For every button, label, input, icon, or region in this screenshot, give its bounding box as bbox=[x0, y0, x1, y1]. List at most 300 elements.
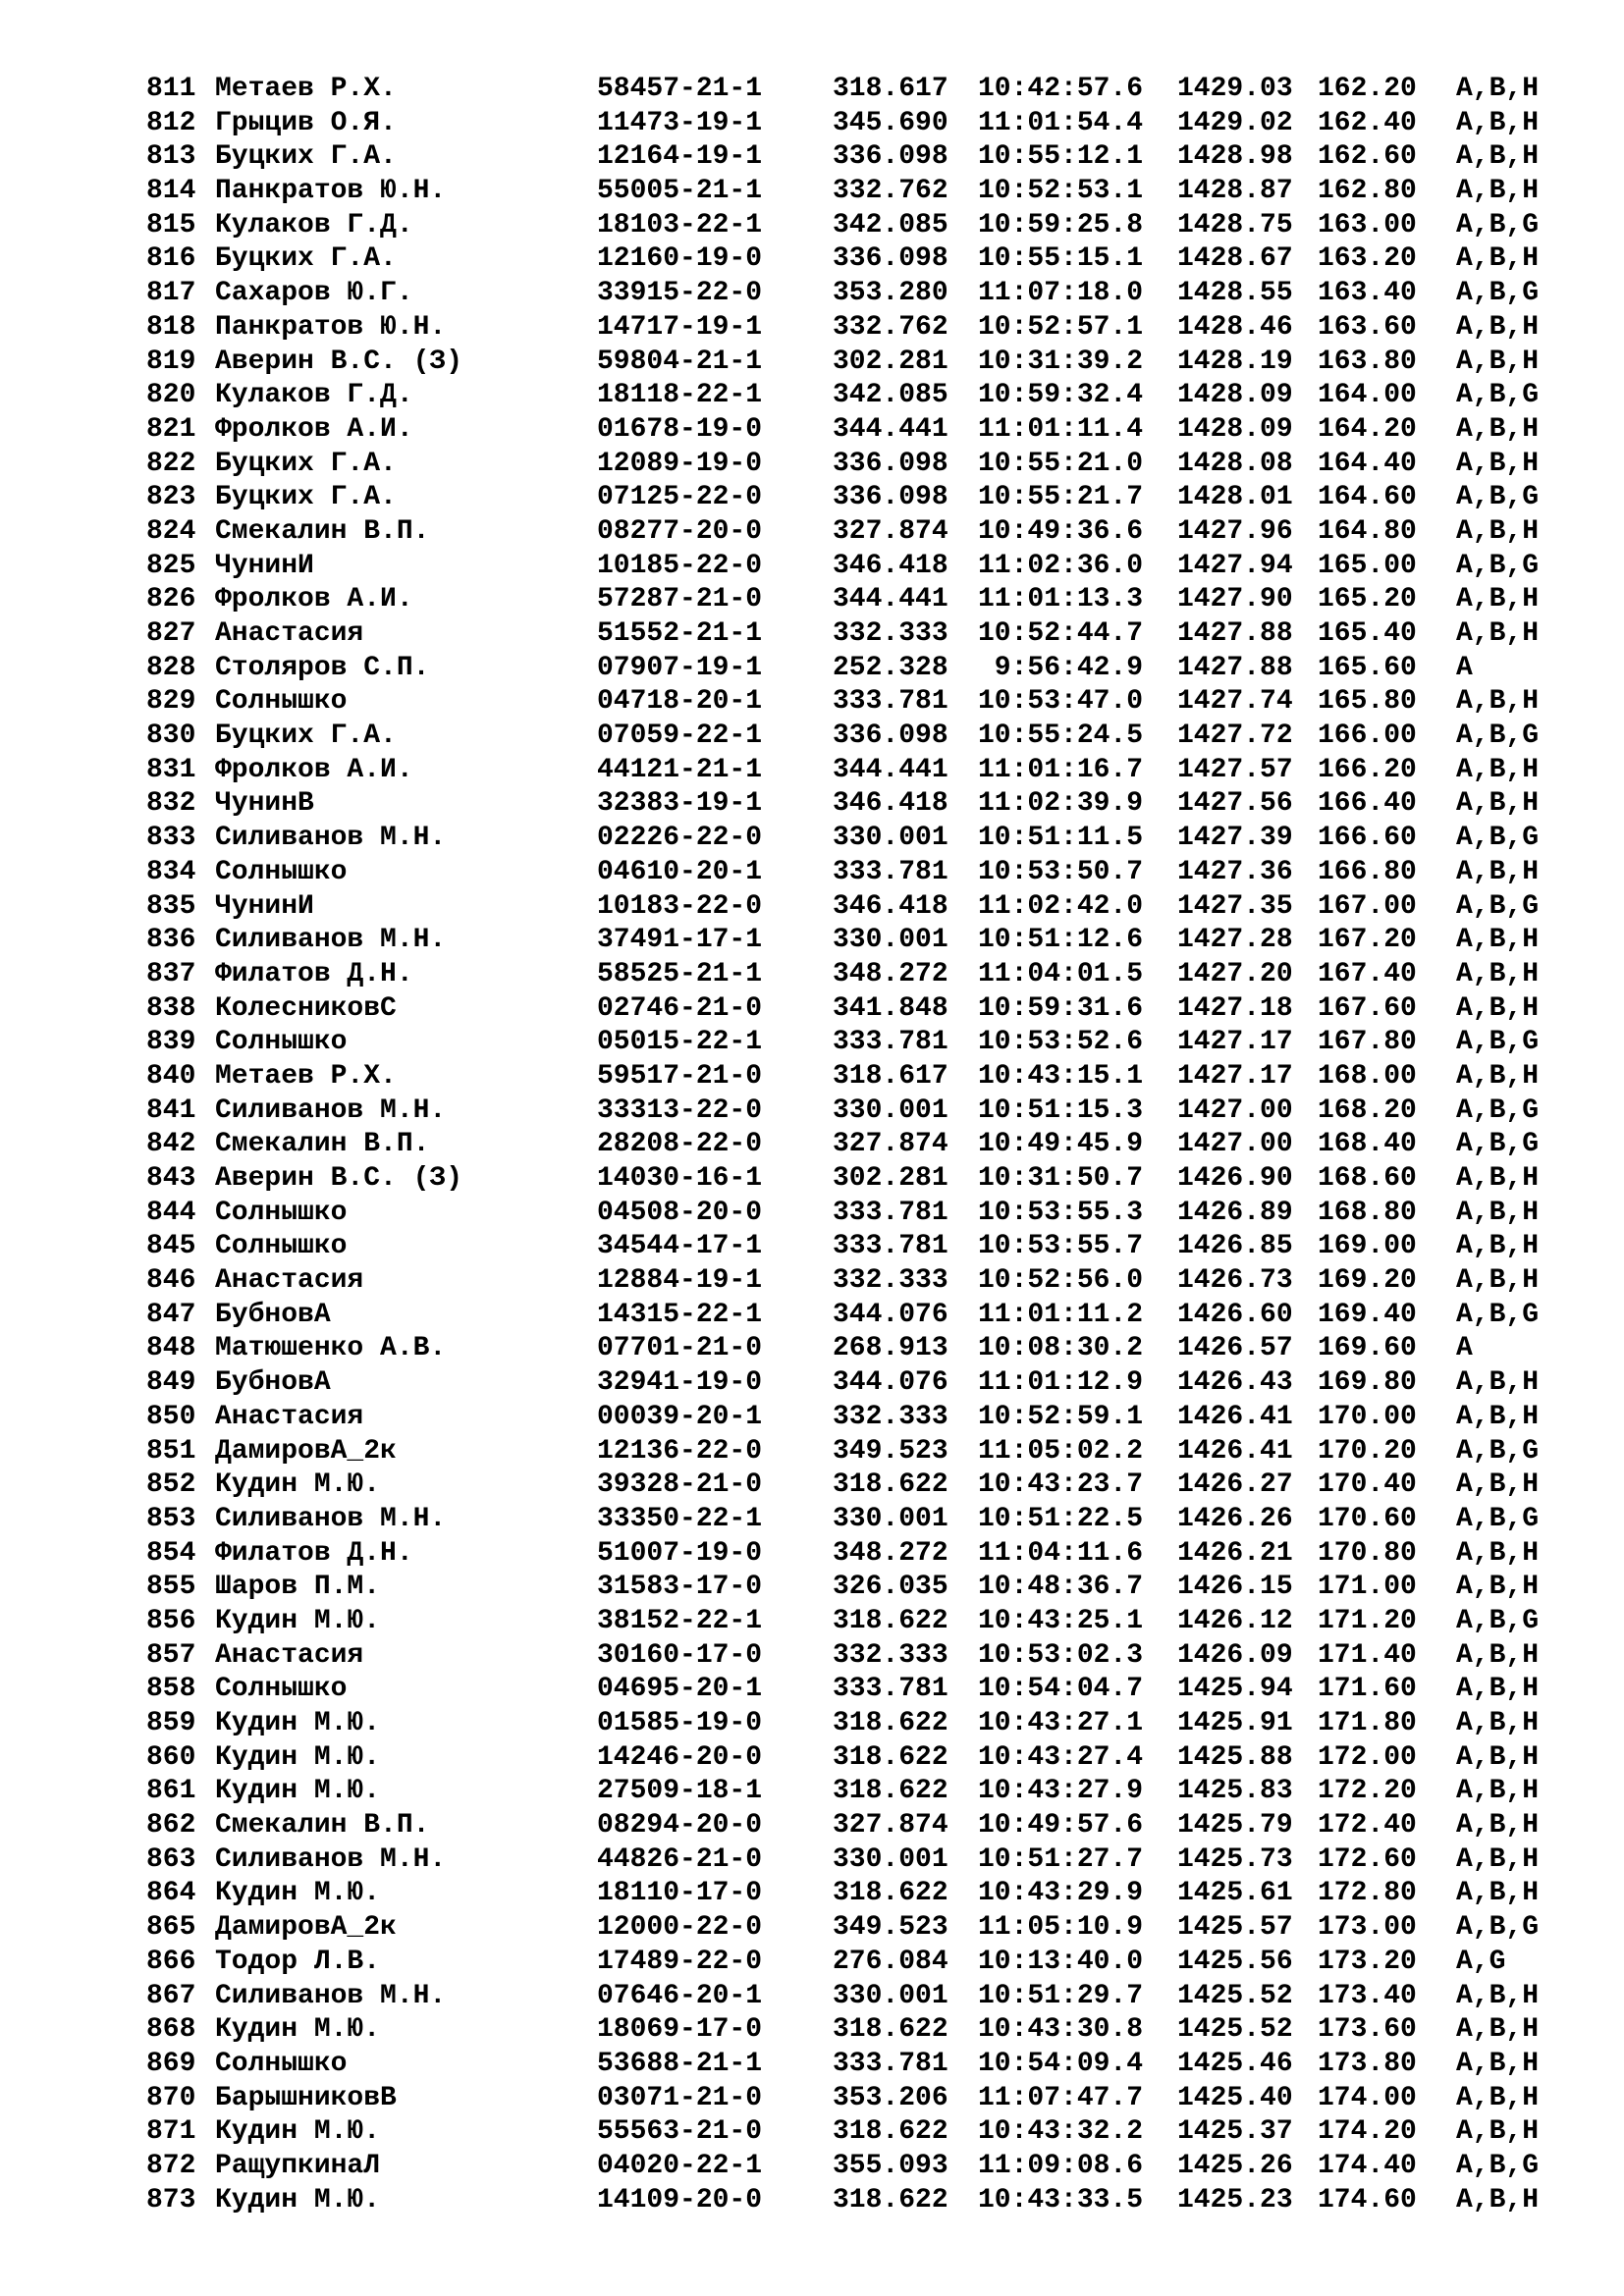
place-number: 845 bbox=[146, 1231, 196, 1262]
points: 165.20 bbox=[1318, 584, 1417, 615]
place-number: 813 bbox=[146, 141, 196, 173]
result-row bbox=[146, 209, 1580, 243]
place-number: 823 bbox=[146, 482, 196, 513]
place-number: 851 bbox=[146, 1435, 196, 1467]
distance: 332.333 bbox=[833, 618, 948, 649]
arrival-time: 10:53:02.3 bbox=[978, 1639, 1144, 1671]
distance: 252.328 bbox=[833, 652, 948, 683]
ring-id: 07701-21-0 bbox=[597, 1333, 763, 1364]
distance: 336.098 bbox=[833, 243, 948, 275]
flags: A,B,H bbox=[1456, 1708, 1540, 1738]
distance: 318.622 bbox=[833, 1469, 948, 1501]
result-row bbox=[146, 242, 1580, 277]
flags: A,B,H bbox=[1456, 2014, 1540, 2046]
arrival-time: 10:52:44.7 bbox=[978, 618, 1144, 649]
distance: 344.076 bbox=[833, 1299, 948, 1330]
ring-id: 00039-20-1 bbox=[597, 1401, 763, 1432]
arrival-time: 11:04:01.5 bbox=[978, 958, 1144, 989]
points: 171.20 bbox=[1318, 1605, 1417, 1636]
fancier-name: Кудин М.Ю. bbox=[215, 1605, 381, 1636]
result-row bbox=[146, 413, 1580, 448]
flags: A,B,G bbox=[1456, 1299, 1540, 1330]
points: 170.40 bbox=[1318, 1469, 1417, 1501]
place-number: 827 bbox=[146, 618, 196, 649]
fancier-name: Кудин М.Ю. bbox=[215, 1469, 381, 1501]
fancier-name: ДамировА_2к bbox=[215, 1435, 397, 1467]
flags: A,B,G bbox=[1456, 1503, 1540, 1534]
points: 167.40 bbox=[1318, 958, 1417, 989]
arrival-time: 10:08:30.2 bbox=[978, 1333, 1144, 1364]
result-row bbox=[146, 1503, 1580, 1537]
flags: A,B,H bbox=[1456, 1060, 1540, 1092]
ring-id: 04718-20-1 bbox=[597, 686, 763, 718]
flags: A,B,H bbox=[1456, 1197, 1540, 1228]
ring-id: 33313-22-0 bbox=[597, 1095, 763, 1126]
speed: 1426.41 bbox=[1177, 1401, 1293, 1432]
arrival-time: 10:43:27.9 bbox=[978, 1776, 1144, 1807]
distance: 345.690 bbox=[833, 107, 948, 138]
ring-id: 04695-20-1 bbox=[597, 1674, 763, 1705]
fancier-name: Буцких Г.А. bbox=[215, 141, 397, 173]
result-row bbox=[146, 2115, 1580, 2150]
arrival-time: 10:43:29.9 bbox=[978, 1878, 1144, 1909]
speed: 1427.17 bbox=[1177, 1027, 1293, 1058]
result-row bbox=[146, 1911, 1580, 1946]
result-row bbox=[146, 754, 1580, 788]
arrival-time: 10:54:09.4 bbox=[978, 2048, 1144, 2079]
place-number: 816 bbox=[146, 243, 196, 275]
flags: A,B,G bbox=[1456, 823, 1540, 854]
speed: 1427.36 bbox=[1177, 856, 1293, 887]
ring-id: 51007-19-0 bbox=[597, 1537, 763, 1569]
flags: A,B,H bbox=[1456, 176, 1540, 207]
distance: 341.848 bbox=[833, 992, 948, 1024]
fancier-name: Фролков А.И. bbox=[215, 413, 413, 445]
distance: 344.076 bbox=[833, 1367, 948, 1399]
points: 166.60 bbox=[1318, 823, 1417, 854]
result-row bbox=[146, 2150, 1580, 2184]
result-row bbox=[146, 1264, 1580, 1299]
points: 169.60 bbox=[1318, 1333, 1417, 1364]
speed: 1426.85 bbox=[1177, 1231, 1293, 1262]
speed: 1428.55 bbox=[1177, 278, 1293, 309]
flags: A,B,H bbox=[1456, 1639, 1540, 1671]
place-number: 811 bbox=[146, 74, 196, 104]
place-number: 838 bbox=[146, 992, 196, 1024]
place-number: 868 bbox=[146, 2014, 196, 2046]
result-row bbox=[146, 2013, 1580, 2048]
distance: 346.418 bbox=[833, 890, 948, 922]
ring-id: 37491-17-1 bbox=[597, 925, 763, 956]
points: 167.20 bbox=[1318, 925, 1417, 956]
arrival-time: 11:02:39.9 bbox=[978, 788, 1144, 820]
result-row bbox=[146, 1128, 1580, 1162]
ring-id: 30160-17-0 bbox=[597, 1639, 763, 1671]
ring-id: 18110-17-0 bbox=[597, 1878, 763, 1909]
place-number: 830 bbox=[146, 721, 196, 752]
place-number: 833 bbox=[146, 823, 196, 854]
result-row bbox=[146, 448, 1580, 482]
ring-id: 28208-22-0 bbox=[597, 1129, 763, 1160]
arrival-time: 11:05:10.9 bbox=[978, 1912, 1144, 1944]
fancier-name: Метаев Р.Х. bbox=[215, 74, 397, 104]
distance: 344.441 bbox=[833, 413, 948, 445]
speed: 1426.09 bbox=[1177, 1639, 1293, 1671]
ring-id: 07907-19-1 bbox=[597, 652, 763, 683]
speed: 1425.26 bbox=[1177, 2150, 1293, 2181]
result-row bbox=[146, 140, 1580, 175]
flags: A,B,H bbox=[1456, 1163, 1540, 1194]
fancier-name: Фролков А.И. bbox=[215, 754, 413, 785]
fancier-name: ЧунинИ bbox=[215, 550, 314, 581]
arrival-time: 10:59:31.6 bbox=[978, 992, 1144, 1024]
place-number: 826 bbox=[146, 584, 196, 615]
ring-id: 10183-22-0 bbox=[597, 890, 763, 922]
place-number: 825 bbox=[146, 550, 196, 581]
speed: 1428.87 bbox=[1177, 176, 1293, 207]
speed: 1425.40 bbox=[1177, 2082, 1293, 2113]
distance: 355.093 bbox=[833, 2150, 948, 2181]
ring-id: 51552-21-1 bbox=[597, 618, 763, 649]
ring-id: 55005-21-1 bbox=[597, 176, 763, 207]
points: 172.60 bbox=[1318, 1843, 1417, 1875]
place-number: 861 bbox=[146, 1776, 196, 1807]
speed: 1428.75 bbox=[1177, 209, 1293, 240]
arrival-time: 10:52:53.1 bbox=[978, 176, 1144, 207]
result-row bbox=[146, 1673, 1580, 1707]
ring-id: 10185-22-0 bbox=[597, 550, 763, 581]
place-number: 869 bbox=[146, 2048, 196, 2079]
distance: 333.781 bbox=[833, 2048, 948, 2079]
speed: 1427.00 bbox=[1177, 1129, 1293, 1160]
result-row bbox=[146, 958, 1580, 992]
points: 169.40 bbox=[1318, 1299, 1417, 1330]
speed: 1425.52 bbox=[1177, 2014, 1293, 2046]
arrival-time: 10:53:50.7 bbox=[978, 856, 1144, 887]
points: 168.80 bbox=[1318, 1197, 1417, 1228]
result-row bbox=[146, 856, 1580, 890]
result-row bbox=[146, 787, 1580, 822]
speed: 1427.20 bbox=[1177, 958, 1293, 989]
ring-id: 05015-22-1 bbox=[597, 1027, 763, 1058]
flags: A,B,G bbox=[1456, 1027, 1540, 1058]
arrival-time: 11:09:08.6 bbox=[978, 2150, 1144, 2181]
distance: 318.622 bbox=[833, 1776, 948, 1807]
place-number: 857 bbox=[146, 1639, 196, 1671]
speed: 1425.88 bbox=[1177, 1741, 1293, 1773]
result-row bbox=[146, 1537, 1580, 1572]
fancier-name: Фролков А.И. bbox=[215, 584, 413, 615]
distance: 342.085 bbox=[833, 380, 948, 411]
result-row bbox=[146, 1946, 1580, 1980]
arrival-time: 10:53:52.6 bbox=[978, 1027, 1144, 1058]
result-row bbox=[146, 720, 1580, 754]
speed: 1426.43 bbox=[1177, 1367, 1293, 1399]
arrival-time: 11:07:47.7 bbox=[978, 2082, 1144, 2113]
fancier-name: Смекалин В.П. bbox=[215, 1129, 430, 1160]
result-row bbox=[146, 277, 1580, 311]
arrival-time: 10:49:57.6 bbox=[978, 1810, 1144, 1842]
distance: 330.001 bbox=[833, 1980, 948, 2011]
ring-id: 34544-17-1 bbox=[597, 1231, 763, 1262]
place-number: 852 bbox=[146, 1469, 196, 1501]
distance: 332.762 bbox=[833, 311, 948, 343]
points: 164.60 bbox=[1318, 482, 1417, 513]
arrival-time: 10:48:36.7 bbox=[978, 1572, 1144, 1603]
distance: 336.098 bbox=[833, 448, 948, 479]
fancier-name: Буцких Г.А. bbox=[215, 243, 397, 275]
result-row bbox=[146, 1060, 1580, 1095]
flags: A,B,H bbox=[1456, 74, 1540, 104]
result-row bbox=[146, 1366, 1580, 1401]
flags: A,B,H bbox=[1456, 1367, 1540, 1399]
ring-id: 08294-20-0 bbox=[597, 1810, 763, 1842]
place-number: 837 bbox=[146, 958, 196, 989]
place-number: 828 bbox=[146, 652, 196, 683]
flags: A,B,H bbox=[1456, 1878, 1540, 1909]
place-number: 863 bbox=[146, 1843, 196, 1875]
fancier-name: Кулаков Г.Д. bbox=[215, 380, 413, 411]
ring-id: 11473-19-1 bbox=[597, 107, 763, 138]
flags: A,B,H bbox=[1456, 2048, 1540, 2079]
ring-id: 14315-22-1 bbox=[597, 1299, 763, 1330]
points: 163.60 bbox=[1318, 311, 1417, 343]
speed: 1427.28 bbox=[1177, 925, 1293, 956]
flags: A,B,H bbox=[1456, 1231, 1540, 1262]
speed: 1427.00 bbox=[1177, 1095, 1293, 1126]
distance: 353.280 bbox=[833, 278, 948, 309]
distance: 336.098 bbox=[833, 141, 948, 173]
fancier-name: Буцких Г.А. bbox=[215, 448, 397, 479]
place-number: 812 bbox=[146, 107, 196, 138]
fancier-name: Буцких Г.А. bbox=[215, 721, 397, 752]
distance: 327.874 bbox=[833, 515, 948, 547]
ring-id: 44121-21-1 bbox=[597, 754, 763, 785]
ring-id: 04508-20-0 bbox=[597, 1197, 763, 1228]
distance: 330.001 bbox=[833, 823, 948, 854]
distance: 333.781 bbox=[833, 1674, 948, 1705]
place-number: 870 bbox=[146, 2082, 196, 2113]
fancier-name: Тодор Л.В. bbox=[215, 1946, 381, 1977]
points: 173.60 bbox=[1318, 2014, 1417, 2046]
place-number: 843 bbox=[146, 1163, 196, 1194]
result-row bbox=[146, 822, 1580, 856]
speed: 1427.72 bbox=[1177, 721, 1293, 752]
arrival-time: 10:59:32.4 bbox=[978, 380, 1144, 411]
points: 172.00 bbox=[1318, 1741, 1417, 1773]
distance: 318.622 bbox=[833, 2184, 948, 2216]
points: 170.00 bbox=[1318, 1401, 1417, 1432]
points: 173.20 bbox=[1318, 1946, 1417, 1977]
ring-id: 12164-19-1 bbox=[597, 141, 763, 173]
speed: 1428.67 bbox=[1177, 243, 1293, 275]
distance: 327.874 bbox=[833, 1810, 948, 1842]
speed: 1427.74 bbox=[1177, 686, 1293, 718]
place-number: 842 bbox=[146, 1129, 196, 1160]
result-row bbox=[146, 1980, 1580, 2014]
points: 167.60 bbox=[1318, 992, 1417, 1024]
place-number: 815 bbox=[146, 209, 196, 240]
fancier-name: Смекалин В.П. bbox=[215, 1810, 430, 1842]
result-row bbox=[146, 924, 1580, 958]
points: 165.40 bbox=[1318, 618, 1417, 649]
distance: 333.781 bbox=[833, 1027, 948, 1058]
distance: 333.781 bbox=[833, 686, 948, 718]
distance: 318.622 bbox=[833, 2116, 948, 2148]
ring-id: 01585-19-0 bbox=[597, 1708, 763, 1738]
distance: 348.272 bbox=[833, 1537, 948, 1569]
arrival-time: 10:55:21.7 bbox=[978, 482, 1144, 513]
fancier-name: Кудин М.Ю. bbox=[215, 1741, 381, 1773]
points: 165.80 bbox=[1318, 686, 1417, 718]
distance: 302.281 bbox=[833, 1163, 948, 1194]
flags: A,B,H bbox=[1456, 1810, 1540, 1842]
flags: A,B,H bbox=[1456, 1980, 1540, 2011]
speed: 1427.90 bbox=[1177, 584, 1293, 615]
ring-id: 33915-22-0 bbox=[597, 278, 763, 309]
place-number: 860 bbox=[146, 1741, 196, 1773]
speed: 1426.27 bbox=[1177, 1469, 1293, 1501]
points: 167.80 bbox=[1318, 1027, 1417, 1058]
speed: 1426.15 bbox=[1177, 1572, 1293, 1603]
flags: A,B,H bbox=[1456, 618, 1540, 649]
result-row bbox=[146, 617, 1580, 652]
result-row bbox=[146, 685, 1580, 720]
points: 166.00 bbox=[1318, 721, 1417, 752]
distance: 346.418 bbox=[833, 788, 948, 820]
flags: A bbox=[1456, 652, 1473, 683]
fancier-name: Кудин М.Ю. bbox=[215, 1708, 381, 1738]
points: 168.20 bbox=[1318, 1095, 1417, 1126]
distance: 349.523 bbox=[833, 1435, 948, 1467]
speed: 1425.79 bbox=[1177, 1810, 1293, 1842]
ring-id: 32383-19-1 bbox=[597, 788, 763, 820]
arrival-time: 10:59:25.8 bbox=[978, 209, 1144, 240]
flags: A,B,H bbox=[1456, 958, 1540, 989]
result-row bbox=[146, 1809, 1580, 1843]
place-number: 849 bbox=[146, 1367, 196, 1399]
result-row bbox=[146, 175, 1580, 209]
distance: 318.617 bbox=[833, 1060, 948, 1092]
arrival-time: 10:51:22.5 bbox=[978, 1503, 1144, 1534]
points: 174.20 bbox=[1318, 2116, 1417, 2148]
distance: 318.622 bbox=[833, 2014, 948, 2046]
fancier-name: Солнышко bbox=[215, 1027, 348, 1058]
flags: A,B,H bbox=[1456, 107, 1540, 138]
points: 168.60 bbox=[1318, 1163, 1417, 1194]
points: 167.00 bbox=[1318, 890, 1417, 922]
speed: 1428.01 bbox=[1177, 482, 1293, 513]
place-number: 839 bbox=[146, 1027, 196, 1058]
flags: A,B,H bbox=[1456, 2184, 1540, 2216]
distance: 330.001 bbox=[833, 1503, 948, 1534]
arrival-time: 10:43:15.1 bbox=[978, 1060, 1144, 1092]
fancier-name: Кудин М.Ю. bbox=[215, 2184, 381, 2216]
flags: A,B,G bbox=[1456, 721, 1540, 752]
ring-id: 01678-19-0 bbox=[597, 413, 763, 445]
flags: A,B,G bbox=[1456, 1129, 1540, 1160]
speed: 1428.19 bbox=[1177, 346, 1293, 377]
speed: 1426.57 bbox=[1177, 1333, 1293, 1364]
fancier-name: Матюшенко А.В. bbox=[215, 1333, 447, 1364]
distance: 318.622 bbox=[833, 1878, 948, 1909]
speed: 1428.98 bbox=[1177, 141, 1293, 173]
arrival-time: 10:49:45.9 bbox=[978, 1129, 1144, 1160]
arrival-time: 10:43:25.1 bbox=[978, 1605, 1144, 1636]
points: 164.00 bbox=[1318, 380, 1417, 411]
fancier-name: Анастасия bbox=[215, 618, 364, 649]
arrival-time: 10:42:57.6 bbox=[978, 74, 1144, 104]
points: 162.80 bbox=[1318, 176, 1417, 207]
distance: 330.001 bbox=[833, 925, 948, 956]
ring-id: 59517-21-0 bbox=[597, 1060, 763, 1092]
result-row bbox=[146, 346, 1580, 380]
fancier-name: Солнышко bbox=[215, 856, 348, 887]
speed: 1425.46 bbox=[1177, 2048, 1293, 2079]
arrival-time: 11:05:02.2 bbox=[978, 1435, 1144, 1467]
speed: 1426.60 bbox=[1177, 1299, 1293, 1330]
ring-id: 12000-22-0 bbox=[597, 1912, 763, 1944]
distance: 332.333 bbox=[833, 1639, 948, 1671]
result-row bbox=[146, 379, 1580, 413]
flags: A,B,H bbox=[1456, 992, 1540, 1024]
arrival-time: 10:53:55.3 bbox=[978, 1197, 1144, 1228]
speed: 1428.08 bbox=[1177, 448, 1293, 479]
place-number: 814 bbox=[146, 176, 196, 207]
fancier-name: Солнышко bbox=[215, 1674, 348, 1705]
result-row bbox=[146, 1162, 1580, 1197]
result-row bbox=[146, 992, 1580, 1027]
arrival-time: 11:01:54.4 bbox=[978, 107, 1144, 138]
points: 170.80 bbox=[1318, 1537, 1417, 1569]
results-list bbox=[146, 73, 1580, 2217]
ring-id: 04610-20-1 bbox=[597, 856, 763, 887]
distance: 342.085 bbox=[833, 209, 948, 240]
place-number: 829 bbox=[146, 686, 196, 718]
place-number: 822 bbox=[146, 448, 196, 479]
ring-id: 53688-21-1 bbox=[597, 2048, 763, 2079]
speed: 1427.39 bbox=[1177, 823, 1293, 854]
points: 162.40 bbox=[1318, 107, 1417, 138]
ring-id: 18103-22-1 bbox=[597, 209, 763, 240]
distance: 336.098 bbox=[833, 482, 948, 513]
result-row bbox=[146, 1741, 1580, 1776]
flags: A,B,H bbox=[1456, 1843, 1540, 1875]
points: 171.00 bbox=[1318, 1572, 1417, 1603]
points: 165.00 bbox=[1318, 550, 1417, 581]
speed: 1425.61 bbox=[1177, 1878, 1293, 1909]
distance: 336.098 bbox=[833, 721, 948, 752]
distance: 332.333 bbox=[833, 1401, 948, 1432]
speed: 1427.17 bbox=[1177, 1060, 1293, 1092]
place-number: 841 bbox=[146, 1095, 196, 1126]
fancier-name: Анастасия bbox=[215, 1401, 364, 1432]
speed: 1425.91 bbox=[1177, 1708, 1293, 1738]
fancier-name: РащупкинаЛ bbox=[215, 2150, 381, 2181]
place-number: 873 bbox=[146, 2184, 196, 2216]
arrival-time: 10:55:15.1 bbox=[978, 243, 1144, 275]
ring-id: 58457-21-1 bbox=[597, 74, 763, 104]
arrival-time: 11:01:12.9 bbox=[978, 1367, 1144, 1399]
arrival-time: 10:43:23.7 bbox=[978, 1469, 1144, 1501]
place-number: 864 bbox=[146, 1878, 196, 1909]
result-row bbox=[146, 1877, 1580, 1911]
arrival-time: 10:51:29.7 bbox=[978, 1980, 1144, 2011]
arrival-time: 10:31:50.7 bbox=[978, 1163, 1144, 1194]
points: 172.40 bbox=[1318, 1810, 1417, 1842]
result-row bbox=[146, 1571, 1580, 1605]
points: 171.80 bbox=[1318, 1708, 1417, 1738]
